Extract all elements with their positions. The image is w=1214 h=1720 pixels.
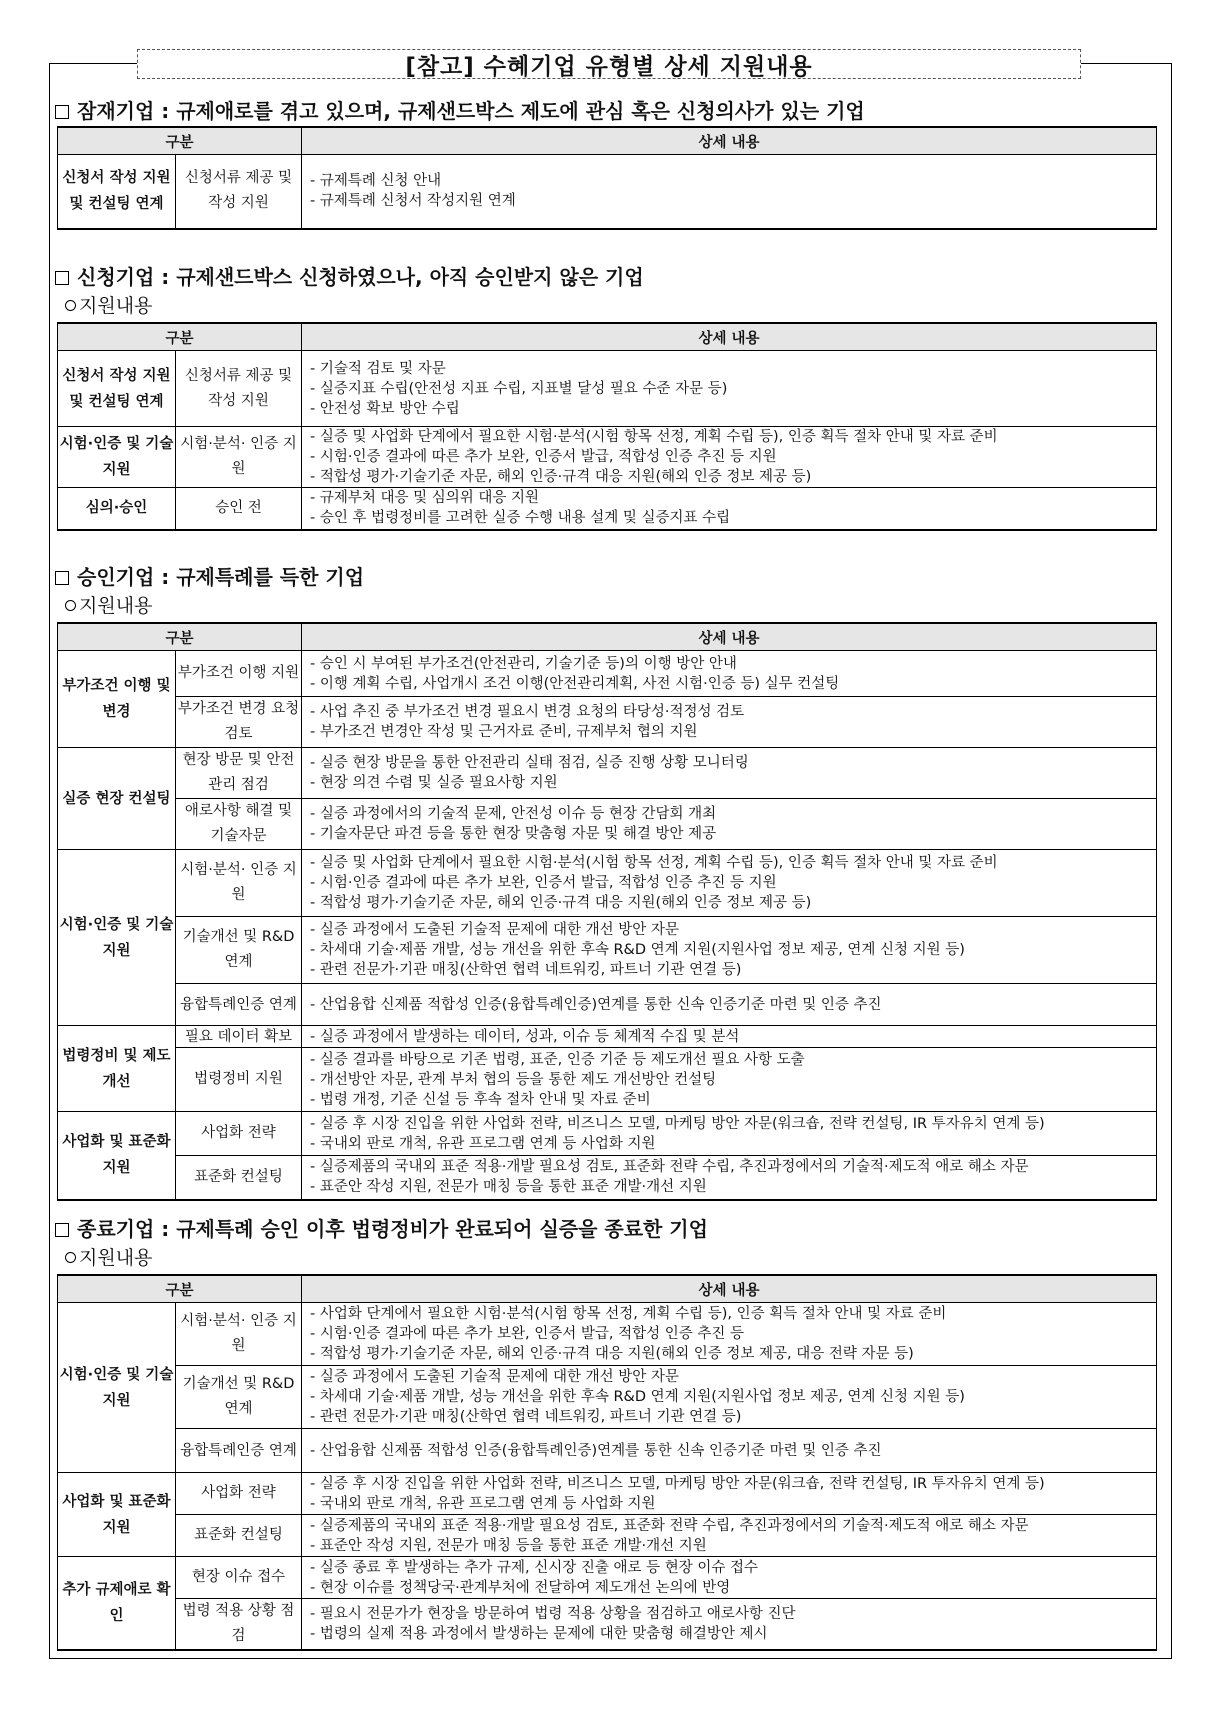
circle-bullet-icon <box>65 300 76 311</box>
detail-line: - 적합성 평가·기술기준 자문, 해외 인증·규격 대응 지원(해외 인증 정보 제공 등) <box>310 893 1156 913</box>
detail-line: - 시험·인증 결과에 따른 추가 보완, 인증서 발급, 적합성 인증 추진 등 지원 <box>310 447 1156 467</box>
subsection-heading: 지원내용 <box>55 292 1165 322</box>
subcategory-cell: 시험·분석· 인증 지원 <box>176 427 302 488</box>
detail-line: - 실증 과정에서 도출된 기술적 문제에 대한 개선 방안 자문 <box>310 1367 1156 1387</box>
subcategory-cell: 부가조건 변경 요청 검토 <box>176 697 302 748</box>
detail-line: - 규제특례 신청서 작성지원 연계 <box>310 191 1156 211</box>
detail-line: - 관련 전문가·기관 매칭(산학연 협력 네트워킹, 파트너 기관 연결 등) <box>310 960 1156 980</box>
detail-cell <box>302 1112 1157 1156</box>
detail-line: - 승인 후 법령정비를 고려한 실증 수행 내용 설계 및 실증지표 수립 <box>310 508 1156 528</box>
detail-line: - 법령 개정, 기준 신설 등 후속 절차 안내 및 자료 준비 <box>310 1090 1156 1110</box>
subcategory-cell: 애로사항 해결 및 기술자문 <box>176 799 302 850</box>
category-cell: 사업화 및 표준화 지원 <box>58 1473 176 1557</box>
category-cell: 시험·인증 및 기술지원 <box>58 1303 176 1473</box>
subcategory-cell: 표준화 컨설팅 <box>176 1515 302 1557</box>
subcategory-cell: 표준화 컨설팅 <box>176 1156 302 1200</box>
checkbox-square-icon <box>55 571 69 585</box>
detail-line: - 실증 및 사업화 단계에서 필요한 시험·분석(시험 항목 선정, 계획 수립 등), 인증 획득 절차 안내 및 자료 준비 <box>310 427 1156 447</box>
section-potential <box>55 96 1165 230</box>
detail-line: - 표준안 작성 지원, 전문가 매칭 등을 통한 표준 개발·개선 지원 <box>310 1177 1156 1197</box>
detail-line: - 실증 과정에서 발생하는 데이터, 성과, 이슈 등 체계적 수집 및 분석 <box>310 1027 1156 1047</box>
detail-line: - 차세대 기술·제품 개발, 성능 개선을 위한 후속 R&D 연계 지원(지원사업 정보 제공, 연계 신청 지원 등) <box>310 940 1156 960</box>
category-cell: 시험·인증 및 기술지원 <box>58 427 176 488</box>
detail-line: - 차세대 기술·제품 개발, 성능 개선을 위한 후속 R&D 연계 지원(지원사업 정보 제공, 연계 신청 지원 등) <box>310 1387 1156 1407</box>
detail-line: - 사업 추진 중 부가조건 변경 필요시 변경 요청의 타당성·적정성 검토 <box>310 702 1156 722</box>
detail-cell <box>302 1473 1157 1515</box>
section-completed <box>55 1214 1165 1651</box>
subcategory-cell: 융합특례인증 연계 <box>176 1429 302 1473</box>
detail-line: - 사업화 단계에서 필요한 시험·분석(시험 항목 선정, 계획 수립 등), 인증 획득 절차 안내 및 자료 준비 <box>310 1304 1156 1324</box>
header-category: 구분 <box>58 623 302 651</box>
category-cell: 신청서 작성 지원 및 컨설팅 연계 <box>58 155 176 229</box>
subcategory-cell: 시험·분석· 인증 지원 <box>176 1303 302 1366</box>
detail-line: - 실증 및 사업화 단계에서 필요한 시험·분석(시험 항목 선정, 계획 수립 등), 인증 획득 절차 안내 및 자료 준비 <box>310 853 1156 873</box>
subcategory-cell: 기술개선 및 R&D 연계 <box>176 917 302 984</box>
category-cell: 사업화 및 표준화 지원 <box>58 1112 176 1200</box>
section-applicant <box>55 262 1165 531</box>
detail-cell <box>302 799 1157 850</box>
section-heading: 승인기업 : 규제특례를 득한 기업 <box>55 562 1165 592</box>
detail-line: - 실증제품의 국내외 표준 적용·개발 필요성 검토, 표준화 전략 수립, 추진과정에서의 기술적·제도적 애로 해소 자문 <box>310 1516 1156 1536</box>
detail-line: - 실증 후 시장 진입을 위한 사업화 전략, 비즈니스 모델, 마케팅 방안 자문(워크숍, 전략 컨설팅, IR 투자유치 연계 등) <box>310 1474 1156 1494</box>
detail-line: - 실증지표 수립(안전성 지표 수립, 지표별 달성 필요 수준 자문 등) <box>310 379 1156 399</box>
checkbox-square-icon <box>55 271 69 285</box>
detail-cell <box>302 1515 1157 1557</box>
detail-line: - 실증제품의 국내외 표준 적용·개발 필요성 검토, 표준화 전략 수립, 추진과정에서의 기술적·제도적 애로 해소 자문 <box>310 1157 1156 1177</box>
detail-line: - 국내외 판로 개척, 유관 프로그램 연계 등 사업화 지원 <box>310 1134 1156 1154</box>
detail-cell <box>302 917 1157 984</box>
detail-line: - 산업융합 신제품 적합성 인증(융합특례인증)연계를 통한 신속 인증기준 마련 및 인증 추진 <box>310 995 1156 1015</box>
detail-line: - 필요시 전문가가 현장을 방문하여 법령 적용 상황을 점검하고 애로사항 진단 <box>310 1604 1156 1624</box>
subcategory-cell: 부가조건 이행 지원 <box>176 651 302 697</box>
detail-line: - 산업융합 신제품 적합성 인증(융합특례인증)연계를 통한 신속 인증기준 마련 및 인증 추진 <box>310 1441 1156 1461</box>
detail-line: - 실증 결과를 바탕으로 기존 법령, 표준, 인증 기준 등 제도개선 필요 사항 도출 <box>310 1050 1156 1070</box>
category-cell: 실증 현장 컨설팅 <box>58 748 176 850</box>
header-category: 구분 <box>58 127 302 155</box>
detail-line: - 관련 전문가·기관 매칭(산학연 협력 네트워킹, 파트너 기관 연결 등) <box>310 1407 1156 1427</box>
subcategory-cell: 융합특례인증 연계 <box>176 984 302 1026</box>
header-category: 구분 <box>58 1275 302 1303</box>
category-cell: 부가조건 이행 및 변경 <box>58 651 176 748</box>
detail-cell <box>302 697 1157 748</box>
detail-line: - 승인 시 부여된 부가조건(안전관리, 기술기준 등)의 이행 방안 안내 <box>310 654 1156 674</box>
detail-line: - 기술자문단 파견 등을 통한 현장 맞춤형 자문 및 해결 방안 제공 <box>310 824 1156 844</box>
detail-cell <box>302 748 1157 799</box>
detail-cell <box>302 1048 1157 1112</box>
circle-bullet-icon <box>65 1252 76 1263</box>
detail-line: - 적합성 평가·기술기준 자문, 해외 인증·규격 대응 지원(해외 인증 정보 제공, 대응 전략 자문 등) <box>310 1344 1156 1364</box>
header-detail: 상세 내용 <box>302 127 1157 155</box>
subcategory-cell: 기술개선 및 R&D 연계 <box>176 1366 302 1429</box>
detail-line: - 국내외 판로 개척, 유관 프로그램 연계 등 사업화 지원 <box>310 1494 1156 1514</box>
detail-cell <box>302 651 1157 697</box>
subcategory-cell: 시험·분석· 인증 지원 <box>176 850 302 917</box>
detail-cell <box>302 984 1157 1026</box>
subcategory-cell: 현장 방문 및 안전관리 점검 <box>176 748 302 799</box>
subcategory-cell: 현장 이슈 접수 <box>176 1557 302 1599</box>
page-title: [참고] 수혜기업 유형별 상세 지원내용 <box>137 49 1081 79</box>
checkbox-square-icon <box>55 1223 69 1237</box>
subcategory-cell: 필요 데이터 확보 <box>176 1026 302 1048</box>
detail-line: - 부가조건 변경안 작성 및 근거자료 준비, 규제부처 협의 지원 <box>310 722 1156 742</box>
detail-line: - 이행 계획 수립, 사업개시 조건 이행(안전관리계획, 사전 시험·인증 등) 실무 컨설팅 <box>310 674 1156 694</box>
support-table <box>57 622 1157 1201</box>
subcategory-cell: 법령정비 지원 <box>176 1048 302 1112</box>
support-table <box>57 126 1157 230</box>
subcategory-cell: 신청서류 제공 및 작성 지원 <box>176 351 302 427</box>
detail-cell <box>302 1026 1157 1048</box>
detail-line: - 시험·인증 결과에 따른 추가 보완, 인증서 발급, 적합성 인증 추진 등 지원 <box>310 873 1156 893</box>
detail-line: - 실증 현장 방문을 통한 안전관리 실태 점검, 실증 진행 상황 모니터링 <box>310 753 1156 773</box>
subsection-heading: 지원내용 <box>55 592 1165 622</box>
support-table <box>57 1274 1157 1651</box>
detail-line: - 안전성 확보 방안 수립 <box>310 399 1156 419</box>
subcategory-cell: 승인 전 <box>176 488 302 530</box>
subcategory-cell: 법령 적용 상황 점검 <box>176 1599 302 1651</box>
detail-line: - 규제부처 대응 및 심의위 대응 지원 <box>310 488 1156 508</box>
section-heading: 종료기업 : 규제특례 승인 이후 법령정비가 완료되어 실증을 종료한 기업 <box>55 1214 1165 1244</box>
detail-line: - 규제특례 신청 안내 <box>310 171 1156 191</box>
header-detail: 상세 내용 <box>302 623 1157 651</box>
detail-line: - 현장 의견 수렴 및 실증 필요사항 지원 <box>310 773 1156 793</box>
detail-cell <box>302 1366 1157 1429</box>
header-detail: 상세 내용 <box>302 1275 1157 1303</box>
detail-cell <box>302 850 1157 917</box>
detail-line: - 시험·인증 결과에 따른 추가 보완, 인증서 발급, 적합성 인증 추진 등 <box>310 1324 1156 1344</box>
detail-line: - 실증 과정에서의 기술적 문제, 안전성 이슈 등 현장 간담회 개최 <box>310 804 1156 824</box>
detail-cell <box>302 155 1157 229</box>
detail-cell <box>302 488 1157 530</box>
category-cell: 시험·인증 및 기술지원 <box>58 850 176 1026</box>
detail-cell <box>302 1599 1157 1651</box>
detail-cell <box>302 1557 1157 1599</box>
detail-line: - 실증 종료 후 발생하는 추가 규제, 신시장 진출 애로 등 현장 이슈 접수 <box>310 1558 1156 1578</box>
category-cell: 신청서 작성 지원 및 컨설팅 연계 <box>58 351 176 427</box>
section-approved <box>55 562 1165 1201</box>
checkbox-square-icon <box>55 105 69 119</box>
detail-cell <box>302 1429 1157 1473</box>
subcategory-cell: 사업화 전략 <box>176 1473 302 1515</box>
subcategory-cell: 신청서류 제공 및 작성 지원 <box>176 155 302 229</box>
subcategory-cell: 사업화 전략 <box>176 1112 302 1156</box>
category-cell: 추가 규제애로 확인 <box>58 1557 176 1651</box>
detail-line: - 개선방안 자문, 관계 부처 협의 등을 통한 제도 개선방안 컨설팅 <box>310 1070 1156 1090</box>
section-heading: 잠재기업 : 규제애로를 겪고 있으며, 규제샌드박스 제도에 관심 혹은 신청의사가 있는 기업 <box>55 96 1165 126</box>
category-cell: 심의·승인 <box>58 488 176 530</box>
support-table <box>57 322 1157 531</box>
detail-line: - 적합성 평가·기술기준 자문, 해외 인증·규격 대응 지원(해외 인증 정보 제공 등) <box>310 467 1156 487</box>
circle-bullet-icon <box>65 600 76 611</box>
detail-cell <box>302 427 1157 488</box>
header-detail: 상세 내용 <box>302 323 1157 351</box>
detail-line: - 실증 과정에서 도출된 기술적 문제에 대한 개선 방안 자문 <box>310 920 1156 940</box>
section-heading: 신청기업 : 규제샌드박스 신청하였으나, 아직 승인받지 않은 기업 <box>55 262 1165 292</box>
detail-cell <box>302 1156 1157 1200</box>
detail-line: - 현장 이슈를 정책당국·관계부처에 전달하여 제도개선 논의에 반영 <box>310 1578 1156 1598</box>
header-category: 구분 <box>58 323 302 351</box>
detail-cell <box>302 351 1157 427</box>
category-cell: 법령정비 및 제도개선 <box>58 1026 176 1112</box>
detail-line: - 실증 후 시장 진입을 위한 사업화 전략, 비즈니스 모델, 마케팅 방안 자문(워크숍, 전략 컨설팅, IR 투자유치 연계 등) <box>310 1114 1156 1134</box>
detail-line: - 법령의 실제 적용 과정에서 발생하는 문제에 대한 맞춤형 해결방안 제시 <box>310 1624 1156 1644</box>
detail-cell <box>302 1303 1157 1366</box>
detail-line: - 표준안 작성 지원, 전문가 매칭 등을 통한 표준 개발·개선 지원 <box>310 1536 1156 1556</box>
detail-line: - 기술적 검토 및 자문 <box>310 359 1156 379</box>
subsection-heading: 지원내용 <box>55 1244 1165 1274</box>
